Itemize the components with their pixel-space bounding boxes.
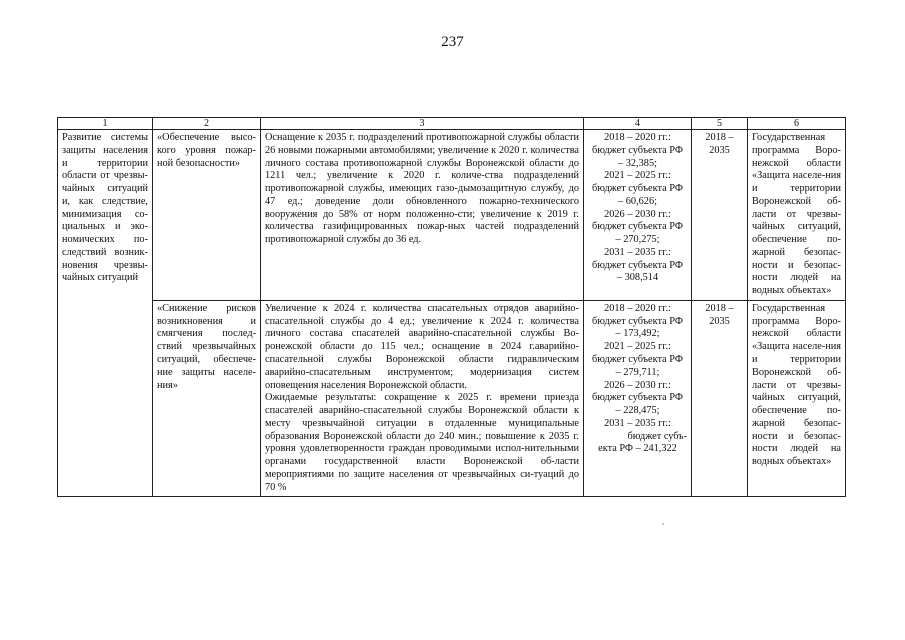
program-cell: Государственная программа Воро-нежской области «Защита населе-ния и территории Воронежской об-ласти от чрезвы-чайных ситуаций, обеспечение по-жарной безопас-ности и безопас-ности людей на водных объектах» xyxy=(748,300,846,496)
table-row xyxy=(58,130,846,301)
funding-line: 2031 – 2035 гг.: xyxy=(604,246,671,258)
funding-line: бюджет субъекта РФ xyxy=(592,392,683,404)
goal-cell: Развитие системы защиты населения и территории области от чрезвы-чайных ситуаций и, как следствие, минимизация со-циальных и эко-номических по-следствий возник-новения чрезвы-чайных ситуаций xyxy=(58,130,153,497)
funding-line: 2018 – 2020 гг.: xyxy=(604,302,671,314)
funding-line: 2026 – 2030 гг.: xyxy=(604,379,671,391)
funding-cell xyxy=(584,300,692,496)
funding-line: – 228,475; xyxy=(615,405,660,417)
funding-line: 2021 – 2025 гг.: xyxy=(604,341,671,353)
page-number: 237 xyxy=(441,34,464,50)
funding-line: бюджет субъ- xyxy=(627,430,687,442)
program-table xyxy=(57,117,846,497)
funding-line: бюджет субъекта РФ xyxy=(592,221,683,233)
funding-line: бюджет субъекта РФ xyxy=(592,354,683,366)
funding-line: бюджет субъекта РФ xyxy=(592,259,683,271)
header-cell-6: 6 xyxy=(748,118,846,130)
scan-speck xyxy=(662,523,664,525)
header-cell-4: 4 xyxy=(584,118,692,130)
header-cell-1: 1 xyxy=(58,118,153,130)
funding-line: екта РФ – 241,322 xyxy=(598,443,677,455)
task-cell: «Обеспечение высо-кого уровня пожар-ной безопасности» xyxy=(153,130,261,301)
header-cell-5: 5 xyxy=(692,118,748,130)
period-cell: 2018 – 2035 xyxy=(692,130,748,301)
header-row xyxy=(58,118,846,130)
funding-line: 2031 – 2035 гг.: xyxy=(604,417,671,429)
funding-line: бюджет субъекта РФ xyxy=(592,144,683,156)
funding-line: – 32,385; xyxy=(618,157,657,169)
program-cell: Государственная программа Воро-нежской области «Защита населе-ния и территории Воронежской об-ласти от чрезвы-чайных ситуаций, обеспечение по-жарной безопас-ности и безопас-ности людей на водных объектах» xyxy=(748,130,846,301)
period-cell: 2018 – 2035 xyxy=(692,300,748,496)
funding-cell xyxy=(584,130,692,301)
funding-line: – 308,514 xyxy=(616,272,659,284)
funding-line: – 279,711; xyxy=(615,366,660,378)
header-cell-2: 2 xyxy=(153,118,261,130)
funding-line: бюджет субъекта РФ xyxy=(592,183,683,195)
description-cell: Увеличение к 2024 г. количества спасательных отрядов аварийно-спасательной службы до 4 ед.; увеличение к 2024 г. количества личного состава спасателей аварийно-спасательной службы Во-ронежской области до 115 чел.; оснащение в 2024 г.аварийно-спасательной службы Воронежской области гидравлическим аварийно-спасательным инструментом; модернизация систем оповещения населения Воронежской области. Ожидаемые результаты: сокращение к 2025 г. времени приезда спасателей аварийно-спасательной службы Воронежской области к месту чрезвычайной ситуации в отдаленные муниципальные образования Воронежской области до 240 мин.; повышение к 2035 г. уровня удовлетворенности граждан проводимыми испол-нительными органами государственной власти Воронежской об-ласти мероприятиями по защите населения от чрезвычайных си-туаций до 70 % xyxy=(261,300,584,496)
funding-line: – 173,492; xyxy=(615,328,660,340)
task-cell: «Снижение рисков возникновения и смягчения послед-ствий чрезвычайных ситуаций, обеспече-ние защиты населе-ния» xyxy=(153,300,261,496)
funding-line: – 60,626; xyxy=(618,195,657,207)
funding-line: 2026 – 2030 гг.: xyxy=(604,208,671,220)
funding-line: 2021 – 2025 гг.: xyxy=(604,170,671,182)
description-cell: Оснащение к 2035 г. подразделений противопожарной службы области 26 новыми пожарными автомобилями; увеличение к 2020 г. количества личного состава противопожарной службы Воронежской области до 1211 чел.; увеличение к 2020 г. количе-ства подразделений противопожарной службы, имеющих газо-дымозащитную службу, до 47 ед.; доведение доли обновленного пожарно-технического вооружения до 58% от норм положенно-сти; увеличение к 2019 г. количества газифицированных пожар-ных частей подразделений противопожарной службы до 36 ед. xyxy=(261,130,584,301)
funding-line: бюджет субъекта РФ xyxy=(592,315,683,327)
funding-line: – 270,275; xyxy=(615,234,660,246)
header-cell-3: 3 xyxy=(261,118,584,130)
table-row xyxy=(58,300,846,496)
funding-line: 2018 – 2020 гг.: xyxy=(604,132,671,143)
